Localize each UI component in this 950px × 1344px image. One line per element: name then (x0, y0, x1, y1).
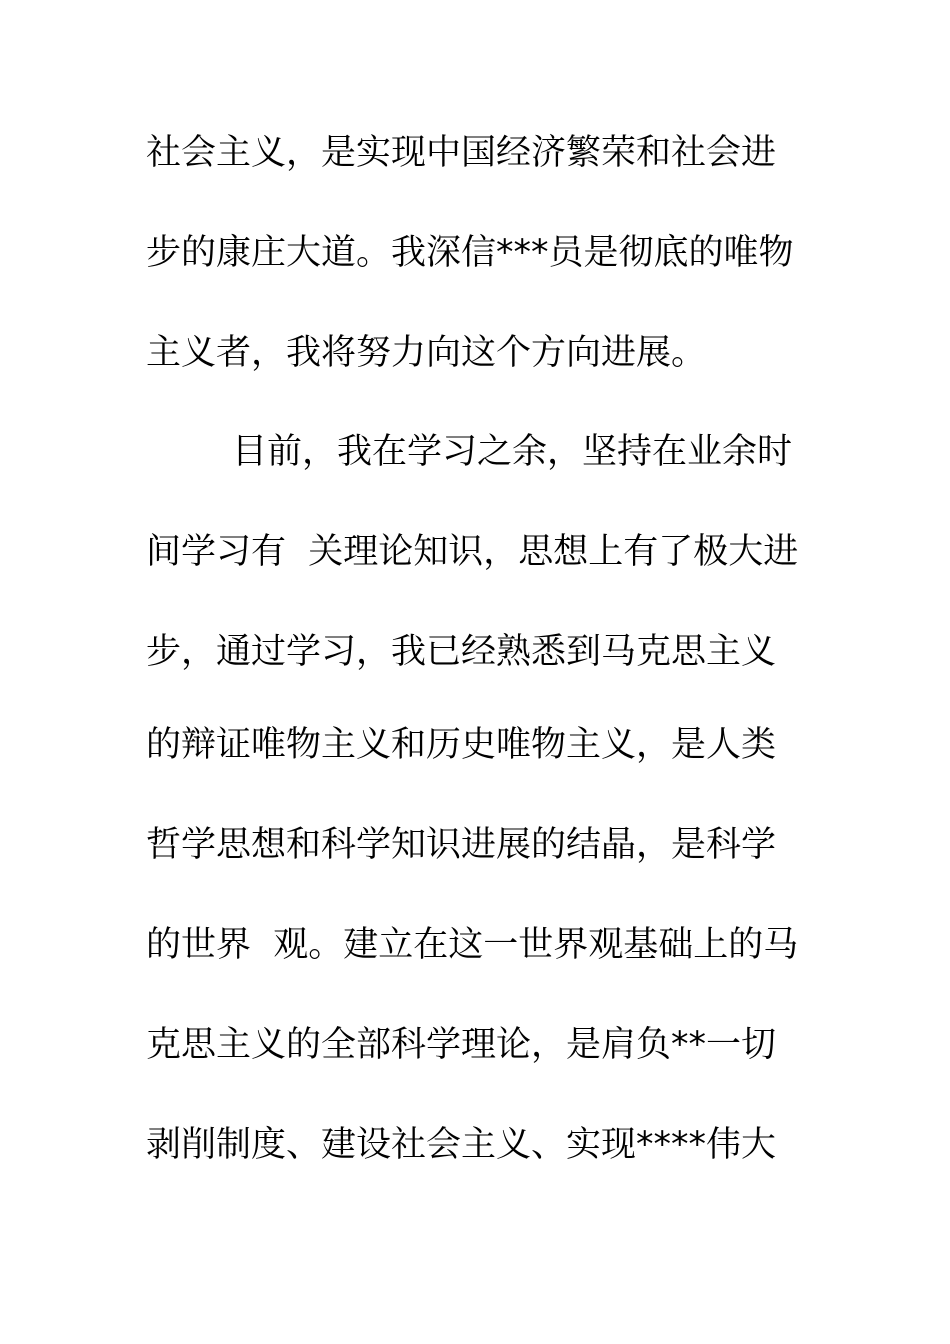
text-line: 哲学思想和科学知识进展的结晶，是科学 (146, 825, 777, 865)
text-line: 社会主义，是实现中国经济繁荣和社会进 (146, 133, 777, 173)
text-line: 的辩证唯物主义和历史唯物主义，是人类 (146, 725, 777, 765)
text-line: 剥削制度、建设社会主义、实现****伟大 (146, 1125, 777, 1165)
text-line: 步，通过学习，我已经熟悉到马克思主义 (146, 632, 777, 672)
text-line: 克思主义的全部科学理论，是肩负**一切 (146, 1025, 777, 1065)
paragraph-start-line: 目前，我在学习之余，坚持在业余时 (232, 432, 793, 472)
text-line: 间学习有 关理论知识，思想上有了极大进 (146, 532, 799, 572)
text-line: 的世界 观。建立在这一世界观基础上的马 (146, 925, 799, 965)
text-line: 步的康庄大道。我深信***员是彻底的唯物 (146, 233, 794, 273)
text-line: 主义者，我将努力向这个方向进展。 (146, 333, 707, 373)
